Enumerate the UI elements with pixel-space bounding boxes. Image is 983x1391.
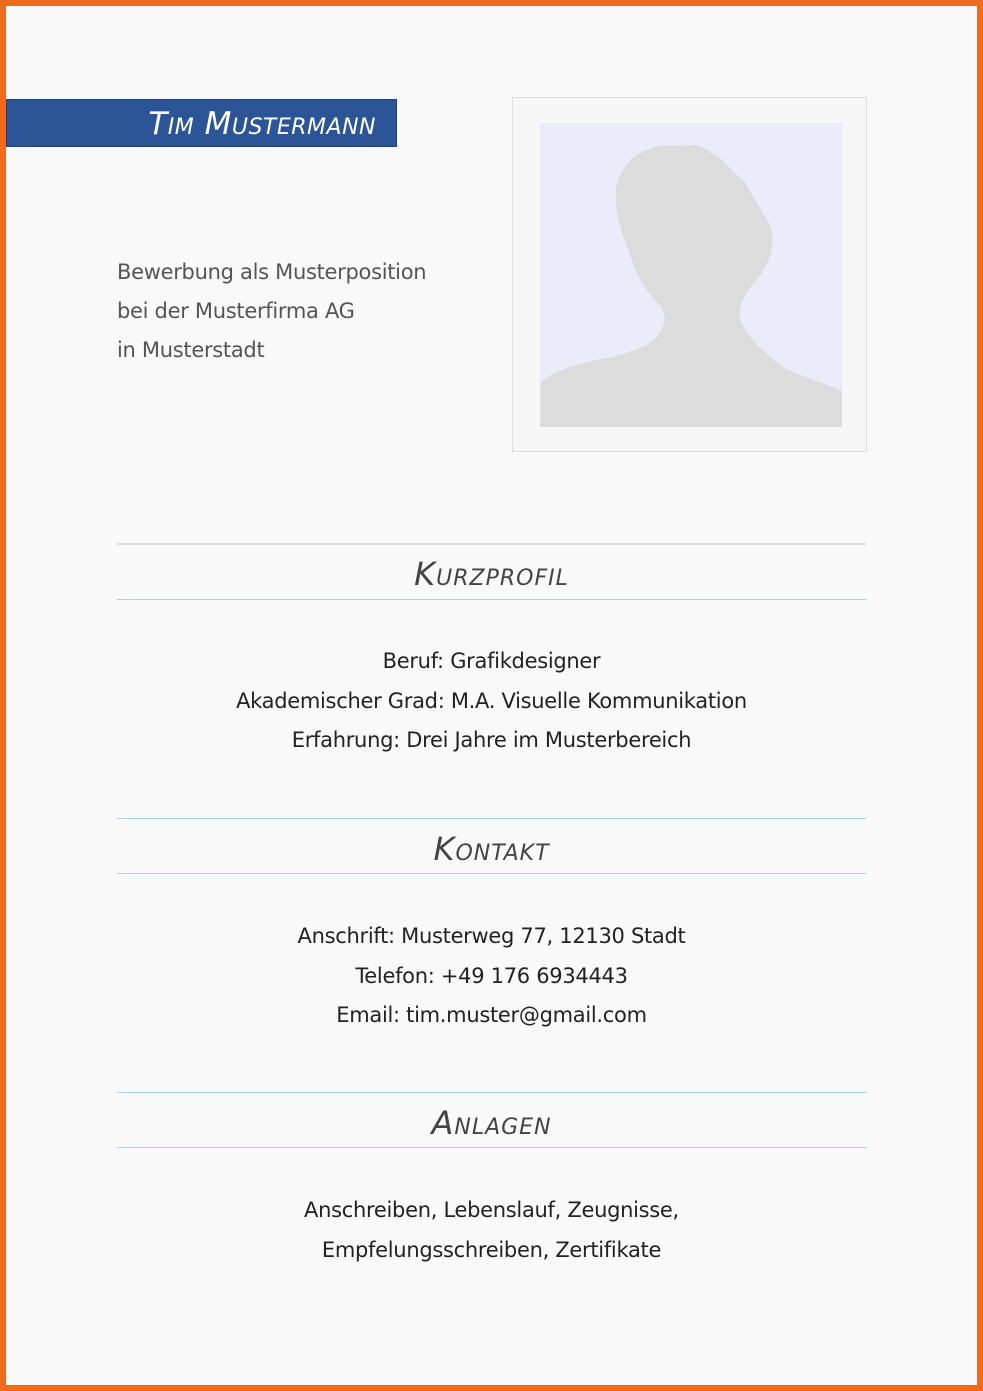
section-divider [117, 543, 866, 545]
application-subject [117, 253, 426, 370]
attachments-list [117, 1191, 866, 1270]
section-title-profile: Kurzprofil [414, 555, 569, 593]
section-divider [117, 1092, 866, 1093]
section-divider [117, 818, 866, 819]
section-title-attachments: Anlagen [431, 1104, 552, 1142]
profile-line: Beruf: Grafikdesigner [382, 649, 601, 673]
contact-email: Email: tim.muster@gmail.com [336, 1003, 647, 1027]
application-line: Bewerbung als Musterposition [117, 260, 427, 284]
attachments-line: Empfelungsschreiben, Zertifikate [321, 1237, 662, 1262]
section-title-contact: Kontakt [433, 830, 550, 868]
person-silhouette-icon [540, 123, 842, 427]
contact-phone: Telefon: +49 176 6934443 [355, 963, 628, 988]
profile-line: Erfahrung: Drei Jahre im Musterbereich [291, 728, 692, 752]
contact-address: Anschrift: Musterweg 77, 12130 Stadt [297, 924, 686, 948]
profile-line: Akademischer Grad: M.A. Visuelle Kommunikation [236, 688, 747, 713]
section-divider [117, 599, 866, 600]
section-divider [117, 1147, 866, 1148]
section-divider [117, 873, 866, 874]
application-line: in Musterstadt [117, 338, 265, 362]
contact-details [117, 917, 866, 1036]
application-line: bei der Musterfirma AG [117, 299, 355, 323]
profile-details [117, 642, 866, 761]
attachments-line: Anschreiben, Lebenslauf, Zeugnisse, [304, 1198, 679, 1222]
photo-frame [512, 97, 867, 452]
name-banner [6, 99, 397, 147]
applicant-name: Tim Mustermann [148, 106, 376, 142]
